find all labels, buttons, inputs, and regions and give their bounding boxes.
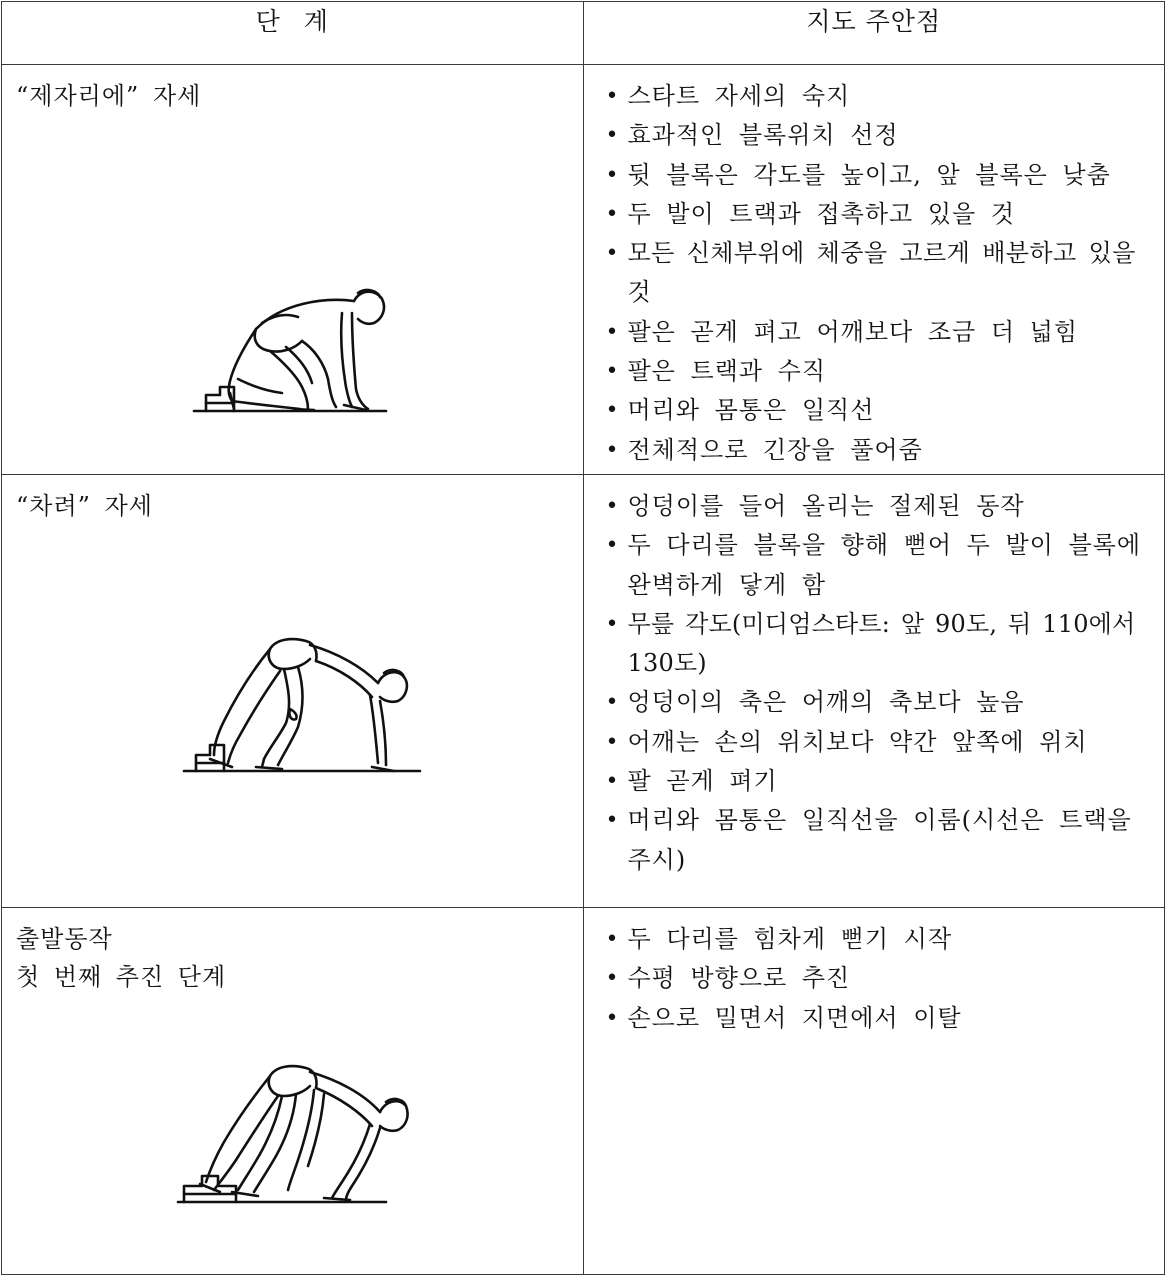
stage-title	[16, 77, 201, 115]
coaching-points-table	[1, 1, 1165, 1275]
table-row	[2, 65, 1165, 475]
notes-list	[584, 475, 1165, 880]
list-item: • 두 다리를 힘차게 뻗기 시작	[605, 925, 953, 953]
stage-cell-on-your-marks	[2, 65, 584, 475]
list-item: • 무릎 각도(미디엄스타트: 앞 90도, 뒤 110에서 130도)	[605, 609, 1136, 678]
list-item: • 머리와 몸통은 일직선	[605, 396, 875, 425]
sprinter-drive-phase-figure	[174, 1060, 412, 1210]
list-item: • 어깨는 손의 위치보다 약간 앞쪽에 위치	[605, 727, 1088, 756]
stage-title	[16, 920, 226, 996]
list-item: • 팔은 곧게 펴고 어깨보다 조금 더 넓힘	[605, 317, 1079, 346]
notes-cell-drive-phase	[583, 908, 1165, 1275]
notes-column-header: 지도 주안점	[583, 2, 1165, 65]
list-item: • 팔은 트랙과 수직	[605, 357, 827, 386]
stage-cell-set	[2, 475, 584, 908]
stage-title	[16, 487, 153, 525]
stage-title-line: 첫 번째 추진 단계	[16, 963, 227, 991]
list-item: • 모든 신체부위에 체중을 고르게 배분하고 있을 것	[605, 239, 1136, 307]
stage-title-line: “제자리에” 자세	[16, 82, 202, 110]
table-row	[2, 908, 1165, 1275]
list-item: • 전체적으로 긴장을 풀어줌	[605, 435, 923, 464]
list-item: • 손으로 밀면서 지면에서 이탈	[605, 1003, 962, 1032]
notes-list	[584, 65, 1165, 470]
list-item: • 두 다리를 블록을 향해 뻗어 두 발이 블록에 완벽하게 닿게 함	[605, 531, 1142, 599]
table-header-row	[2, 2, 1165, 65]
notes-cell-set	[583, 475, 1165, 908]
list-item: • 머리와 몸통은 일직선을 이룸(시선은 트랙을 주시)	[605, 806, 1132, 874]
table-row	[2, 475, 1165, 908]
stage-column-header: 단 계	[2, 2, 584, 65]
notes-list	[584, 908, 1165, 1038]
notes-cell-on-your-marks	[583, 65, 1165, 475]
sprinter-on-your-marks-figure	[190, 283, 390, 419]
sprinter-set-position-figure	[180, 631, 424, 777]
stage-title-line: 출발동작	[16, 925, 113, 953]
list-item: • 스타트 자세의 숙지	[605, 82, 851, 110]
list-item: • 팔 곧게 펴기	[605, 767, 778, 796]
list-item: • 효과적인 블록위치 선정	[605, 121, 899, 150]
list-item: • 엉덩이의 축은 어깨의 축보다 높음	[605, 688, 1025, 717]
stage-title-line: “차려” 자세	[16, 492, 153, 520]
list-item: • 두 발이 트랙과 접촉하고 있을 것	[605, 199, 1016, 228]
list-item: • 엉덩이를 들어 올리는 절제된 동작	[605, 492, 1025, 520]
list-item: • 뒷 블록은 각도를 높이고, 앞 블록은 낮춤	[605, 160, 1111, 189]
stage-cell-drive-phase	[2, 908, 584, 1275]
list-item: • 수평 방향으로 추진	[605, 964, 851, 993]
